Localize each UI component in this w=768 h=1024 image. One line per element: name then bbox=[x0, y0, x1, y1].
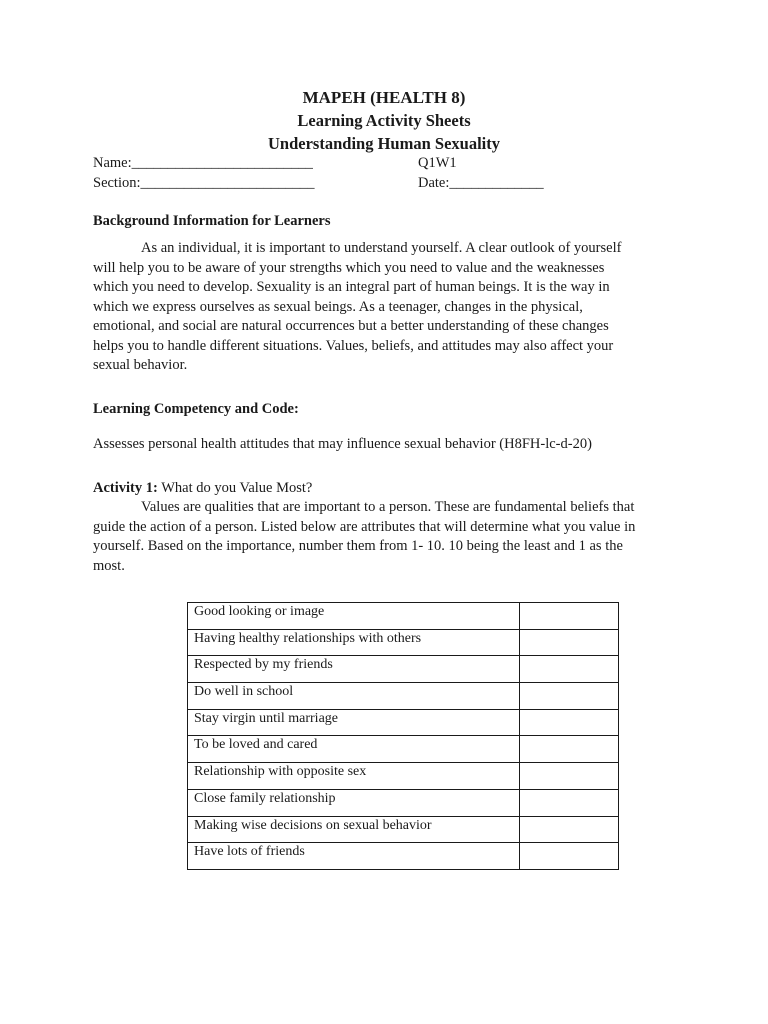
paragraph-line: most. bbox=[93, 557, 125, 574]
table-row bbox=[188, 843, 619, 870]
table-row bbox=[188, 789, 619, 816]
paragraph-line: emotional, and social are natural occurrences but a better understanding of these changes bbox=[93, 318, 609, 334]
values-ranking-table bbox=[187, 602, 619, 870]
table-row bbox=[188, 736, 619, 763]
rank-cell[interactable] bbox=[519, 683, 618, 710]
activity-heading bbox=[93, 480, 312, 497]
value-label: Making wise decisions on sexual behavior bbox=[188, 816, 520, 843]
paragraph-line: Values are qualities that are important to a person. These are fundamental beliefs that bbox=[141, 499, 635, 515]
rank-cell[interactable] bbox=[519, 709, 618, 736]
rank-cell[interactable] bbox=[519, 843, 618, 870]
subject-title: MAPEH (HEALTH 8) bbox=[302, 88, 466, 107]
paragraph-line: guide the action of a person. Listed below are attributes that will determine what you value in bbox=[93, 518, 636, 535]
rank-cell[interactable] bbox=[519, 603, 618, 630]
rank-cell[interactable] bbox=[519, 789, 618, 816]
topic-title: Understanding Human Sexuality bbox=[268, 134, 500, 153]
value-label: To be loved and cared bbox=[188, 736, 520, 763]
value-label: Respected by my friends bbox=[188, 656, 520, 683]
quarter-week-label: Q1W1 bbox=[418, 155, 457, 171]
value-label: Having healthy relationships with others bbox=[188, 629, 520, 656]
rank-cell[interactable] bbox=[519, 736, 618, 763]
background-paragraph bbox=[93, 239, 673, 376]
paragraph-line: sexual behavior. bbox=[93, 357, 188, 373]
value-label: Relationship with opposite sex bbox=[188, 763, 520, 790]
paragraph-line: which we express ourselves as sexual beings. As a teenager, changes in the physical, bbox=[93, 298, 583, 315]
paragraph-line: helps you to handle different situations. Values, beliefs, and attitudes may also affect your bbox=[93, 337, 614, 354]
table-row bbox=[188, 683, 619, 710]
name-field[interactable]: Name:_________________________ bbox=[93, 155, 313, 171]
value-label: Do well in school bbox=[188, 683, 520, 710]
table-row bbox=[188, 709, 619, 736]
competency-text: Assesses personal health attitudes that may influence sexual behavior (H8FH-lc-d-20) bbox=[93, 436, 592, 452]
paragraph-line: which you need to develop. Sexuality is an integral part of human beings. It is the way in bbox=[93, 279, 610, 295]
table-row bbox=[188, 816, 619, 843]
value-label: Close family relationship bbox=[188, 789, 520, 816]
table-row bbox=[188, 603, 619, 630]
rank-cell[interactable] bbox=[519, 656, 618, 683]
activity-paragraph bbox=[93, 498, 673, 576]
table-row bbox=[188, 656, 619, 683]
date-field[interactable]: Date:_____________ bbox=[418, 175, 544, 191]
rank-cell[interactable] bbox=[519, 629, 618, 656]
competency-heading: Learning Competency and Code: bbox=[93, 401, 299, 417]
rank-cell[interactable] bbox=[519, 816, 618, 843]
section-field[interactable]: Section:________________________ bbox=[93, 175, 315, 191]
activity-title: What do you Value Most? bbox=[157, 480, 313, 496]
paragraph-line: As an individual, it is important to understand yourself. A clear outlook of yourself bbox=[141, 240, 622, 256]
background-heading: Background Information for Learners bbox=[93, 213, 331, 229]
paragraph-line: yourself. Based on the importance, number them from 1- 10. 10 being the least and 1 as the bbox=[93, 538, 623, 554]
sheet-title: Learning Activity Sheets bbox=[297, 111, 471, 130]
rank-cell[interactable] bbox=[519, 763, 618, 790]
table-row bbox=[188, 629, 619, 656]
paragraph-line: will help you to be aware of your strengths which you need to value and the weaknesses bbox=[93, 259, 605, 276]
activity-label: Activity 1: bbox=[93, 480, 158, 496]
value-label: Good looking or image bbox=[188, 603, 520, 630]
table-row bbox=[188, 763, 619, 790]
value-label: Have lots of friends bbox=[188, 843, 520, 870]
value-label: Stay virgin until marriage bbox=[188, 709, 520, 736]
